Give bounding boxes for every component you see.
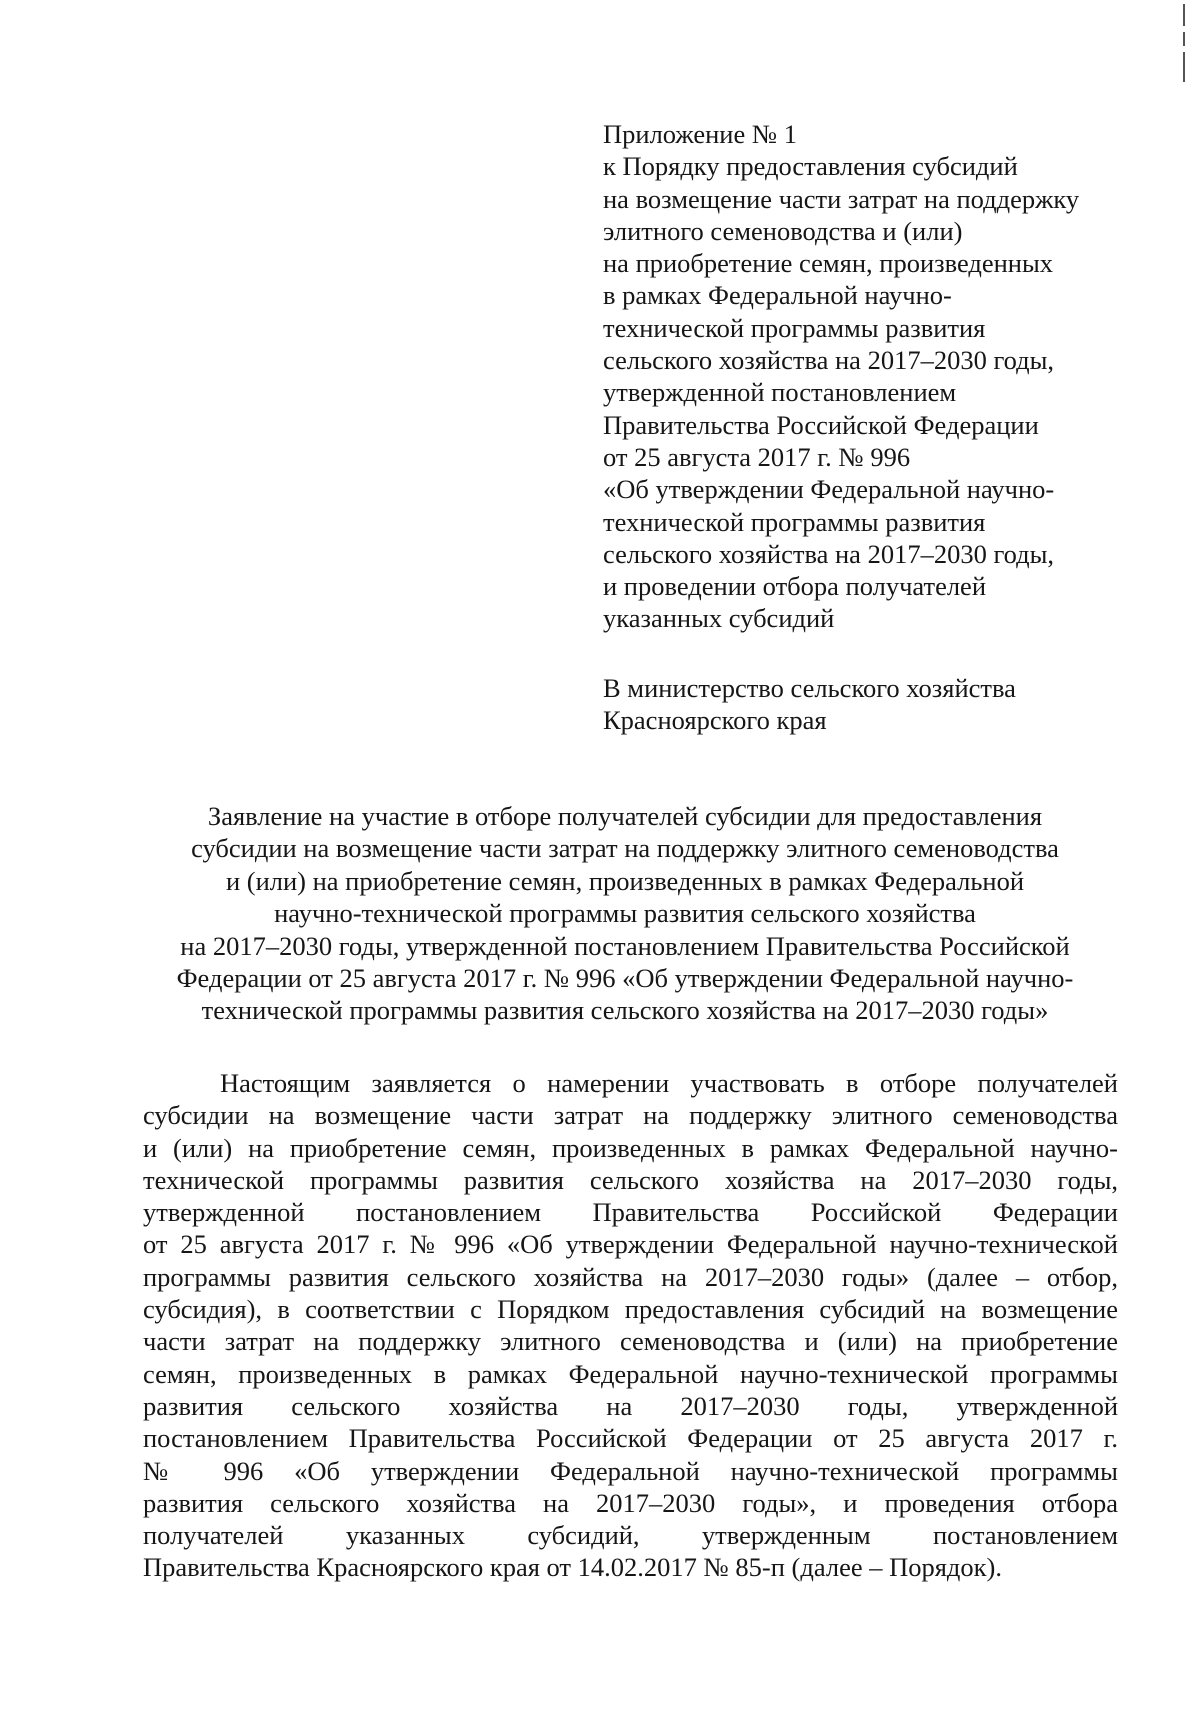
body-line: развития сельского хозяйства на 2017–2030 годы», и проведения отбора: [143, 1487, 1118, 1518]
title-line: научно-технической программы развития сельского хозяйства: [274, 898, 976, 929]
body-line: от 25 августа 2017 г. № 996 «Об утверждении Федеральной научно-технической: [143, 1229, 1118, 1260]
body-line: постановлением Правительства Российской Федерации от 25 августа 2017 г.: [143, 1423, 1118, 1454]
appendix-line: утвержденной постановлением: [603, 377, 957, 408]
title-line: субсидии на возмещение части затрат на поддержку элитного семеноводства: [191, 833, 1059, 864]
body-line: субсидии на возмещение части затрат на поддержку элитного семеноводства: [143, 1100, 1118, 1131]
body-line: № 996 «Об утверждении Федеральной научно-технической программы: [143, 1455, 1118, 1486]
addressee-line: Красноярского края: [603, 705, 827, 736]
scan-edge-marks: [1183, 4, 1186, 94]
body-line: утвержденной постановлением Правительства Российской Федерации: [143, 1197, 1118, 1228]
appendix-line: от 25 августа 2017 г. № 996: [603, 441, 911, 472]
title-line: Заявление на участие в отборе получателей субсидии для предоставления: [207, 801, 1043, 831]
appendix-line: на приобретение семян, произведенных: [603, 248, 1054, 279]
body-line: получателей указанных субсидий, утвержденным постановлением: [143, 1520, 1118, 1551]
appendix-header: [603, 118, 1123, 635]
body-paragraph: [143, 1067, 1118, 1584]
appendix-line: технической программы развития: [603, 312, 986, 343]
addressee-block: [603, 672, 1123, 737]
body-line: части затрат на поддержку элитного семеноводства и (или) на приобретение: [143, 1326, 1118, 1357]
body-line: субсидия), в соответствии с Порядком предоставления субсидий на возмещение: [143, 1294, 1118, 1325]
body-line: развития сельского хозяйства на 2017–2030 годы, утвержденной: [143, 1390, 1118, 1421]
appendix-line: к Порядку предоставления субсидий: [603, 151, 1018, 182]
title-line: на 2017–2030 годы, утвержденной постановлением Правительства Российской: [180, 930, 1070, 961]
appendix-line: и проведении отбора получателей: [603, 571, 986, 602]
body-line: семян, произведенных в рамках Федеральной научно-технической программы: [143, 1358, 1118, 1389]
appendix-line: сельского хозяйства на 2017–2030 годы,: [603, 538, 1055, 569]
appendix-line: на возмещение части затрат на поддержку: [603, 183, 1080, 214]
appendix-line: технической программы развития: [603, 506, 986, 537]
application-title: [130, 800, 1120, 1027]
body-line: и (или) на приобретение семян, произведенных в рамках Федеральной научно-: [143, 1132, 1118, 1163]
title-line: технической программы развития сельского хозяйства на 2017–2030 годы»: [201, 995, 1049, 1026]
appendix-line: Правительства Российской Федерации: [603, 409, 1039, 440]
title-line: и (или) на приобретение семян, произведенных в рамках Федеральной: [225, 865, 1025, 896]
appendix-line: Приложение № 1: [603, 119, 798, 149]
appendix-line: «Об утверждении Федеральной научно-: [603, 474, 1055, 505]
appendix-line: указанных субсидий: [603, 603, 835, 634]
appendix-line: в рамках Федеральной научно-: [603, 280, 952, 311]
appendix-line: сельского хозяйства на 2017–2030 годы,: [603, 345, 1055, 376]
appendix-line: элитного семеноводства и (или): [603, 215, 963, 246]
title-line: Федерации от 25 августа 2017 г. № 996 «Об утверждении Федеральной научно-: [176, 963, 1074, 994]
body-line: технической программы развития сельского хозяйства на 2017–2030 годы,: [143, 1164, 1118, 1195]
body-line: Настоящим заявляется о намерении участвовать в отборе получателей: [220, 1068, 1118, 1098]
body-line: программы развития сельского хозяйства на 2017–2030 годы» (далее – отбор,: [143, 1261, 1118, 1292]
addressee-line: В министерство сельского хозяйства: [603, 673, 1016, 703]
body-line: Правительства Красноярского края от 14.02.2017 № 85-п (далее – Порядок).: [143, 1552, 1002, 1583]
